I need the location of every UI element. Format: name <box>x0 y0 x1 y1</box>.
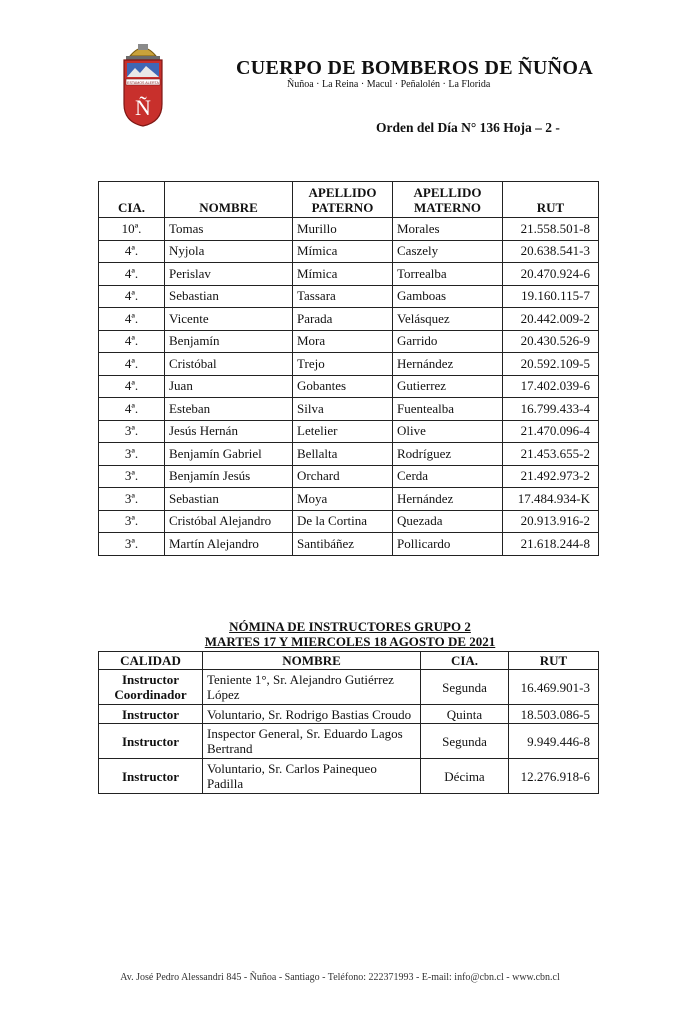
cell-rut: 18.503.086-5 <box>509 705 599 724</box>
cell-calidad: Instructor Coordinador <box>99 670 203 705</box>
table-row <box>99 759 599 794</box>
cell-paterno: Murillo <box>293 218 393 241</box>
cell-rut: 21.453.655-2 <box>503 443 599 466</box>
svg-text:ESTAMOS ALERTA: ESTAMOS ALERTA <box>127 80 159 85</box>
cell-cia: Quinta <box>421 705 509 724</box>
header-cia: CIA. <box>99 182 165 218</box>
cell-rut: 20.442.009-2 <box>503 308 599 331</box>
cell-materno: Cerda <box>393 465 503 488</box>
header-nombre: NOMBRE <box>165 182 293 218</box>
table-row <box>99 285 599 308</box>
table-row <box>99 443 599 466</box>
cell-materno: Pollicardo <box>393 533 503 556</box>
order-of-day-reference: Orden del Día N° 136 Hoja – 2 - <box>376 120 560 135</box>
instructors-title-line-2: MARTES 17 Y MIERCOLES 18 AGOSTO DE 2021 <box>204 634 496 649</box>
cell-nombre: Cristóbal Alejandro <box>165 510 293 533</box>
cell-nombre: Tomas <box>165 218 293 241</box>
cell-cia: 3ª. <box>99 533 165 556</box>
cell-rut: 16.799.433-4 <box>503 398 599 421</box>
organization-title: CUERPO DE BOMBEROS DE ÑUÑOA <box>236 57 594 79</box>
cell-rut: 20.430.526-9 <box>503 330 599 353</box>
table-row <box>99 398 599 421</box>
cell-nombre: Voluntario, Sr. Rodrigo Bastias Croudo <box>203 705 421 724</box>
cell-paterno: Orchard <box>293 465 393 488</box>
header-rut: RUT <box>503 182 599 218</box>
cell-nombre: Benjamín Gabriel <box>165 443 293 466</box>
cell-materno: Caszely <box>393 240 503 263</box>
instructors-table-header <box>99 652 599 670</box>
cell-rut: 21.618.244-8 <box>503 533 599 556</box>
table-row <box>99 353 599 376</box>
cell-rut: 9.949.446-8 <box>509 724 599 759</box>
cell-materno: Hernández <box>393 353 503 376</box>
cell-cia: 4ª. <box>99 330 165 353</box>
header-apellido-materno: APELLIDO MATERNO <box>393 182 503 218</box>
cell-calidad: Instructor <box>99 724 203 759</box>
cell-nombre: Cristóbal <box>165 353 293 376</box>
cell-cia: 3ª. <box>99 420 165 443</box>
instructors-section-title <box>200 619 500 649</box>
cell-materno: Gutierrez <box>393 375 503 398</box>
table-row <box>99 420 599 443</box>
cell-paterno: Santibáñez <box>293 533 393 556</box>
cell-rut: 21.470.096-4 <box>503 420 599 443</box>
cell-paterno: Gobantes <box>293 375 393 398</box>
cell-nombre: Benjamín Jesús <box>165 465 293 488</box>
cell-cia: 4ª. <box>99 308 165 331</box>
cell-nombre: Juan <box>165 375 293 398</box>
cell-rut: 19.160.115-7 <box>503 285 599 308</box>
table-row <box>99 670 599 705</box>
instructors-table-body <box>99 670 599 794</box>
cell-materno: Velásquez <box>393 308 503 331</box>
footer-contact: Av. José Pedro Alessandri 845 - Ñuñoa - Santiago - Teléfono: 222371993 - E-mail: info@cbn.cl - www.cbn.cl <box>120 972 560 983</box>
cell-materno: Olive <box>393 420 503 443</box>
cell-paterno: Parada <box>293 308 393 331</box>
cell-materno: Gamboas <box>393 285 503 308</box>
cell-calidad: Instructor <box>99 759 203 794</box>
cell-materno: Fuentealba <box>393 398 503 421</box>
members-table <box>98 181 599 556</box>
cell-nombre: Inspector General, Sr. Eduardo Lagos Bertrand <box>203 724 421 759</box>
cell-paterno: Moya <box>293 488 393 511</box>
fire-department-shield-logo <box>118 38 168 128</box>
svg-text:Ñ: Ñ <box>135 95 151 120</box>
cell-rut: 16.469.901-3 <box>509 670 599 705</box>
cell-rut: 20.913.916-2 <box>503 510 599 533</box>
cell-cia: 4ª. <box>99 285 165 308</box>
cell-cia: 4ª. <box>99 353 165 376</box>
members-table-header <box>99 182 599 218</box>
table-row <box>99 488 599 511</box>
table-row <box>99 510 599 533</box>
header-rut: RUT <box>509 652 599 670</box>
cell-nombre: Jesús Hernán <box>165 420 293 443</box>
header-nombre: NOMBRE <box>203 652 421 670</box>
cell-cia: 4ª. <box>99 398 165 421</box>
table-row <box>99 375 599 398</box>
cell-paterno: Letelier <box>293 420 393 443</box>
cell-rut: 21.492.973-2 <box>503 465 599 488</box>
cell-materno: Quezada <box>393 510 503 533</box>
cell-rut: 20.592.109-5 <box>503 353 599 376</box>
table-row <box>99 465 599 488</box>
cell-nombre: Sebastian <box>165 285 293 308</box>
cell-materno: Rodríguez <box>393 443 503 466</box>
cell-materno: Morales <box>393 218 503 241</box>
table-row <box>99 218 599 241</box>
cell-nombre: Perislav <box>165 263 293 286</box>
instructors-table <box>98 651 599 794</box>
cell-paterno: Trejo <box>293 353 393 376</box>
table-row <box>99 533 599 556</box>
cell-paterno: Tassara <box>293 285 393 308</box>
cell-paterno: Mímica <box>293 263 393 286</box>
cell-materno: Garrido <box>393 330 503 353</box>
cell-cia: Segunda <box>421 724 509 759</box>
header-apellido-paterno: APELLIDO PATERNO <box>293 182 393 218</box>
cell-nombre: Esteban <box>165 398 293 421</box>
cell-rut: 21.558.501-8 <box>503 218 599 241</box>
cell-materno: Torrealba <box>393 263 503 286</box>
table-row <box>99 330 599 353</box>
cell-cia: 3ª. <box>99 443 165 466</box>
cell-materno: Hernández <box>393 488 503 511</box>
cell-nombre: Martín Alejandro <box>165 533 293 556</box>
cell-cia: 3ª. <box>99 510 165 533</box>
instructors-title-line-1: NÓMINA DE INSTRUCTORES GRUPO 2 <box>229 619 471 634</box>
cell-cia: 3ª. <box>99 488 165 511</box>
cell-calidad: Instructor <box>99 705 203 724</box>
cell-nombre: Sebastian <box>165 488 293 511</box>
members-table-body <box>99 218 599 556</box>
header-cia: CIA. <box>421 652 509 670</box>
cell-nombre: Vicente <box>165 308 293 331</box>
organization-communes: Ñuñoa · La Reina · Macul · Peñalolén · La Florida <box>287 79 491 90</box>
cell-rut: 20.638.541-3 <box>503 240 599 263</box>
cell-cia: Décima <box>421 759 509 794</box>
cell-nombre: Teniente 1°, Sr. Alejandro Gutiérrez López <box>203 670 421 705</box>
cell-nombre: Nyjola <box>165 240 293 263</box>
cell-paterno: Silva <box>293 398 393 421</box>
cell-nombre: Benjamín <box>165 330 293 353</box>
cell-cia: 10ª. <box>99 218 165 241</box>
cell-rut: 12.276.918-6 <box>509 759 599 794</box>
table-row <box>99 705 599 724</box>
cell-cia: 3ª. <box>99 465 165 488</box>
cell-rut: 20.470.924-6 <box>503 263 599 286</box>
cell-cia: Segunda <box>421 670 509 705</box>
cell-paterno: Mímica <box>293 240 393 263</box>
table-row <box>99 724 599 759</box>
cell-cia: 4ª. <box>99 375 165 398</box>
cell-rut: 17.484.934-K <box>503 488 599 511</box>
table-row <box>99 263 599 286</box>
cell-cia: 4ª. <box>99 240 165 263</box>
table-row <box>99 240 599 263</box>
cell-paterno: Mora <box>293 330 393 353</box>
cell-rut: 17.402.039-6 <box>503 375 599 398</box>
cell-paterno: Bellalta <box>293 443 393 466</box>
cell-nombre: Voluntario, Sr. Carlos Painequeo Padilla <box>203 759 421 794</box>
header-calidad: CALIDAD <box>99 652 203 670</box>
cell-cia: 4ª. <box>99 263 165 286</box>
cell-paterno: De la Cortina <box>293 510 393 533</box>
table-row <box>99 308 599 331</box>
